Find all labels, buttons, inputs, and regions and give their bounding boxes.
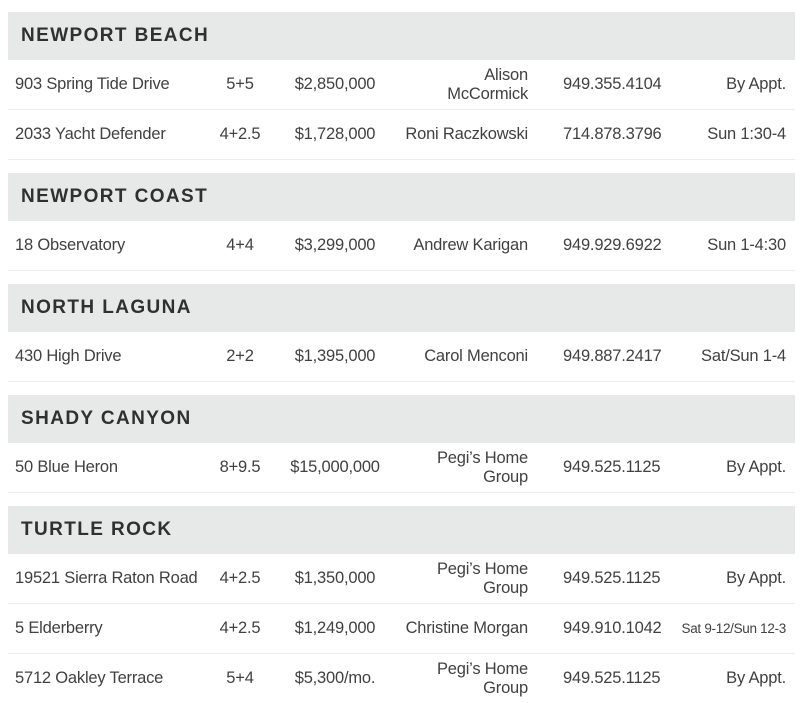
listing-address: 2033 Yacht Defender <box>15 125 166 143</box>
listing-phone: 949.525.1125 <box>563 458 661 476</box>
section-title: NEWPORT COAST <box>21 186 209 207</box>
listing-agent: Pegi’s Home Group <box>436 659 528 697</box>
listing-phone: 949.355.4104 <box>563 75 662 93</box>
listing-row <box>8 443 795 493</box>
listing-beds-baths: 4+2.5 <box>219 569 261 587</box>
section-newport-coast <box>8 173 795 271</box>
listing-open-house: By Appt. <box>726 569 786 587</box>
section-header <box>8 506 795 554</box>
listing-row <box>8 110 795 160</box>
listing-price: $1,249,000 <box>294 619 376 637</box>
listing-phone: 949.929.6922 <box>563 236 662 254</box>
listing-address: 5 Elderberry <box>15 619 103 637</box>
listing-address: 50 Blue Heron <box>15 458 118 476</box>
listing-address: 18 Observatory <box>15 236 126 254</box>
listing-open-house: By Appt. <box>726 75 786 93</box>
listing-open-house: Sun 1-4:30 <box>707 236 786 254</box>
listing-address: 5712 Oakley Terrace <box>15 669 164 687</box>
section-turtle-rock <box>8 506 795 703</box>
listing-price: $3,299,000 <box>294 236 376 254</box>
listing-open-house: By Appt. <box>726 458 786 476</box>
listing-agent: Pegi’s Home Group <box>436 559 528 597</box>
listing-row <box>8 604 795 654</box>
listing-row <box>8 554 795 604</box>
listing-row <box>8 654 795 703</box>
listing-address: 430 High Drive <box>15 347 122 365</box>
section-header <box>8 284 795 332</box>
section-title: TURTLE ROCK <box>21 519 173 540</box>
listing-beds-baths: 5+4 <box>226 669 254 687</box>
listing-price: $1,728,000 <box>294 125 376 143</box>
listing-row <box>8 221 795 271</box>
section-title: NEWPORT BEACH <box>21 25 210 46</box>
listing-open-house: Sun 1:30-4 <box>707 125 786 143</box>
listing-price: $2,850,000 <box>294 75 376 93</box>
listing-agent: Carol Menconi <box>424 347 528 365</box>
listing-phone: 949.525.1125 <box>563 669 661 687</box>
section-header <box>8 395 795 443</box>
listing-phone: 949.887.2417 <box>563 347 662 365</box>
listing-price: $5,300/mo. <box>294 669 376 687</box>
listing-agent: Roni Raczkowski <box>405 125 528 143</box>
section-header <box>8 173 795 221</box>
listing-address: 903 Spring Tide Drive <box>15 75 170 93</box>
section-newport-beach <box>8 12 795 160</box>
listing-beds-baths: 5+5 <box>226 75 254 93</box>
listing-beds-baths: 4+4 <box>226 236 254 254</box>
listing-address: 19521 Sierra Raton Road <box>15 569 198 587</box>
listing-beds-baths: 2+2 <box>226 347 254 365</box>
listing-beds-baths: 4+2.5 <box>219 619 261 637</box>
listing-price: $15,000,000 <box>290 458 380 476</box>
listing-open-house: Sat 9-12/Sun 12-3 <box>681 621 786 636</box>
section-title: NORTH LAGUNA <box>21 297 192 318</box>
listing-agent: Andrew Karigan <box>413 236 528 254</box>
listing-price: $1,350,000 <box>294 569 376 587</box>
listing-open-house: By Appt. <box>726 669 786 687</box>
section-title: SHADY CANYON <box>21 408 192 429</box>
section-header <box>8 12 795 60</box>
listing-price: $1,395,000 <box>294 347 376 365</box>
listing-beds-baths: 8+9.5 <box>219 458 261 476</box>
listing-agent: Alison McCormick <box>447 65 528 103</box>
listing-row <box>8 332 795 382</box>
section-shady-canyon <box>8 395 795 493</box>
listing-agent: Pegi’s Home Group <box>436 448 528 486</box>
listing-phone: 949.525.1125 <box>563 569 661 587</box>
section-north-laguna <box>8 284 795 382</box>
listing-beds-baths: 4+2.5 <box>219 125 261 143</box>
listing-open-house: Sat/Sun 1-4 <box>701 347 786 365</box>
listing-row <box>8 60 795 110</box>
listing-phone: 714.878.3796 <box>563 125 662 143</box>
listing-phone: 949.910.1042 <box>563 619 662 637</box>
listing-agent: Christine Morgan <box>405 619 528 637</box>
